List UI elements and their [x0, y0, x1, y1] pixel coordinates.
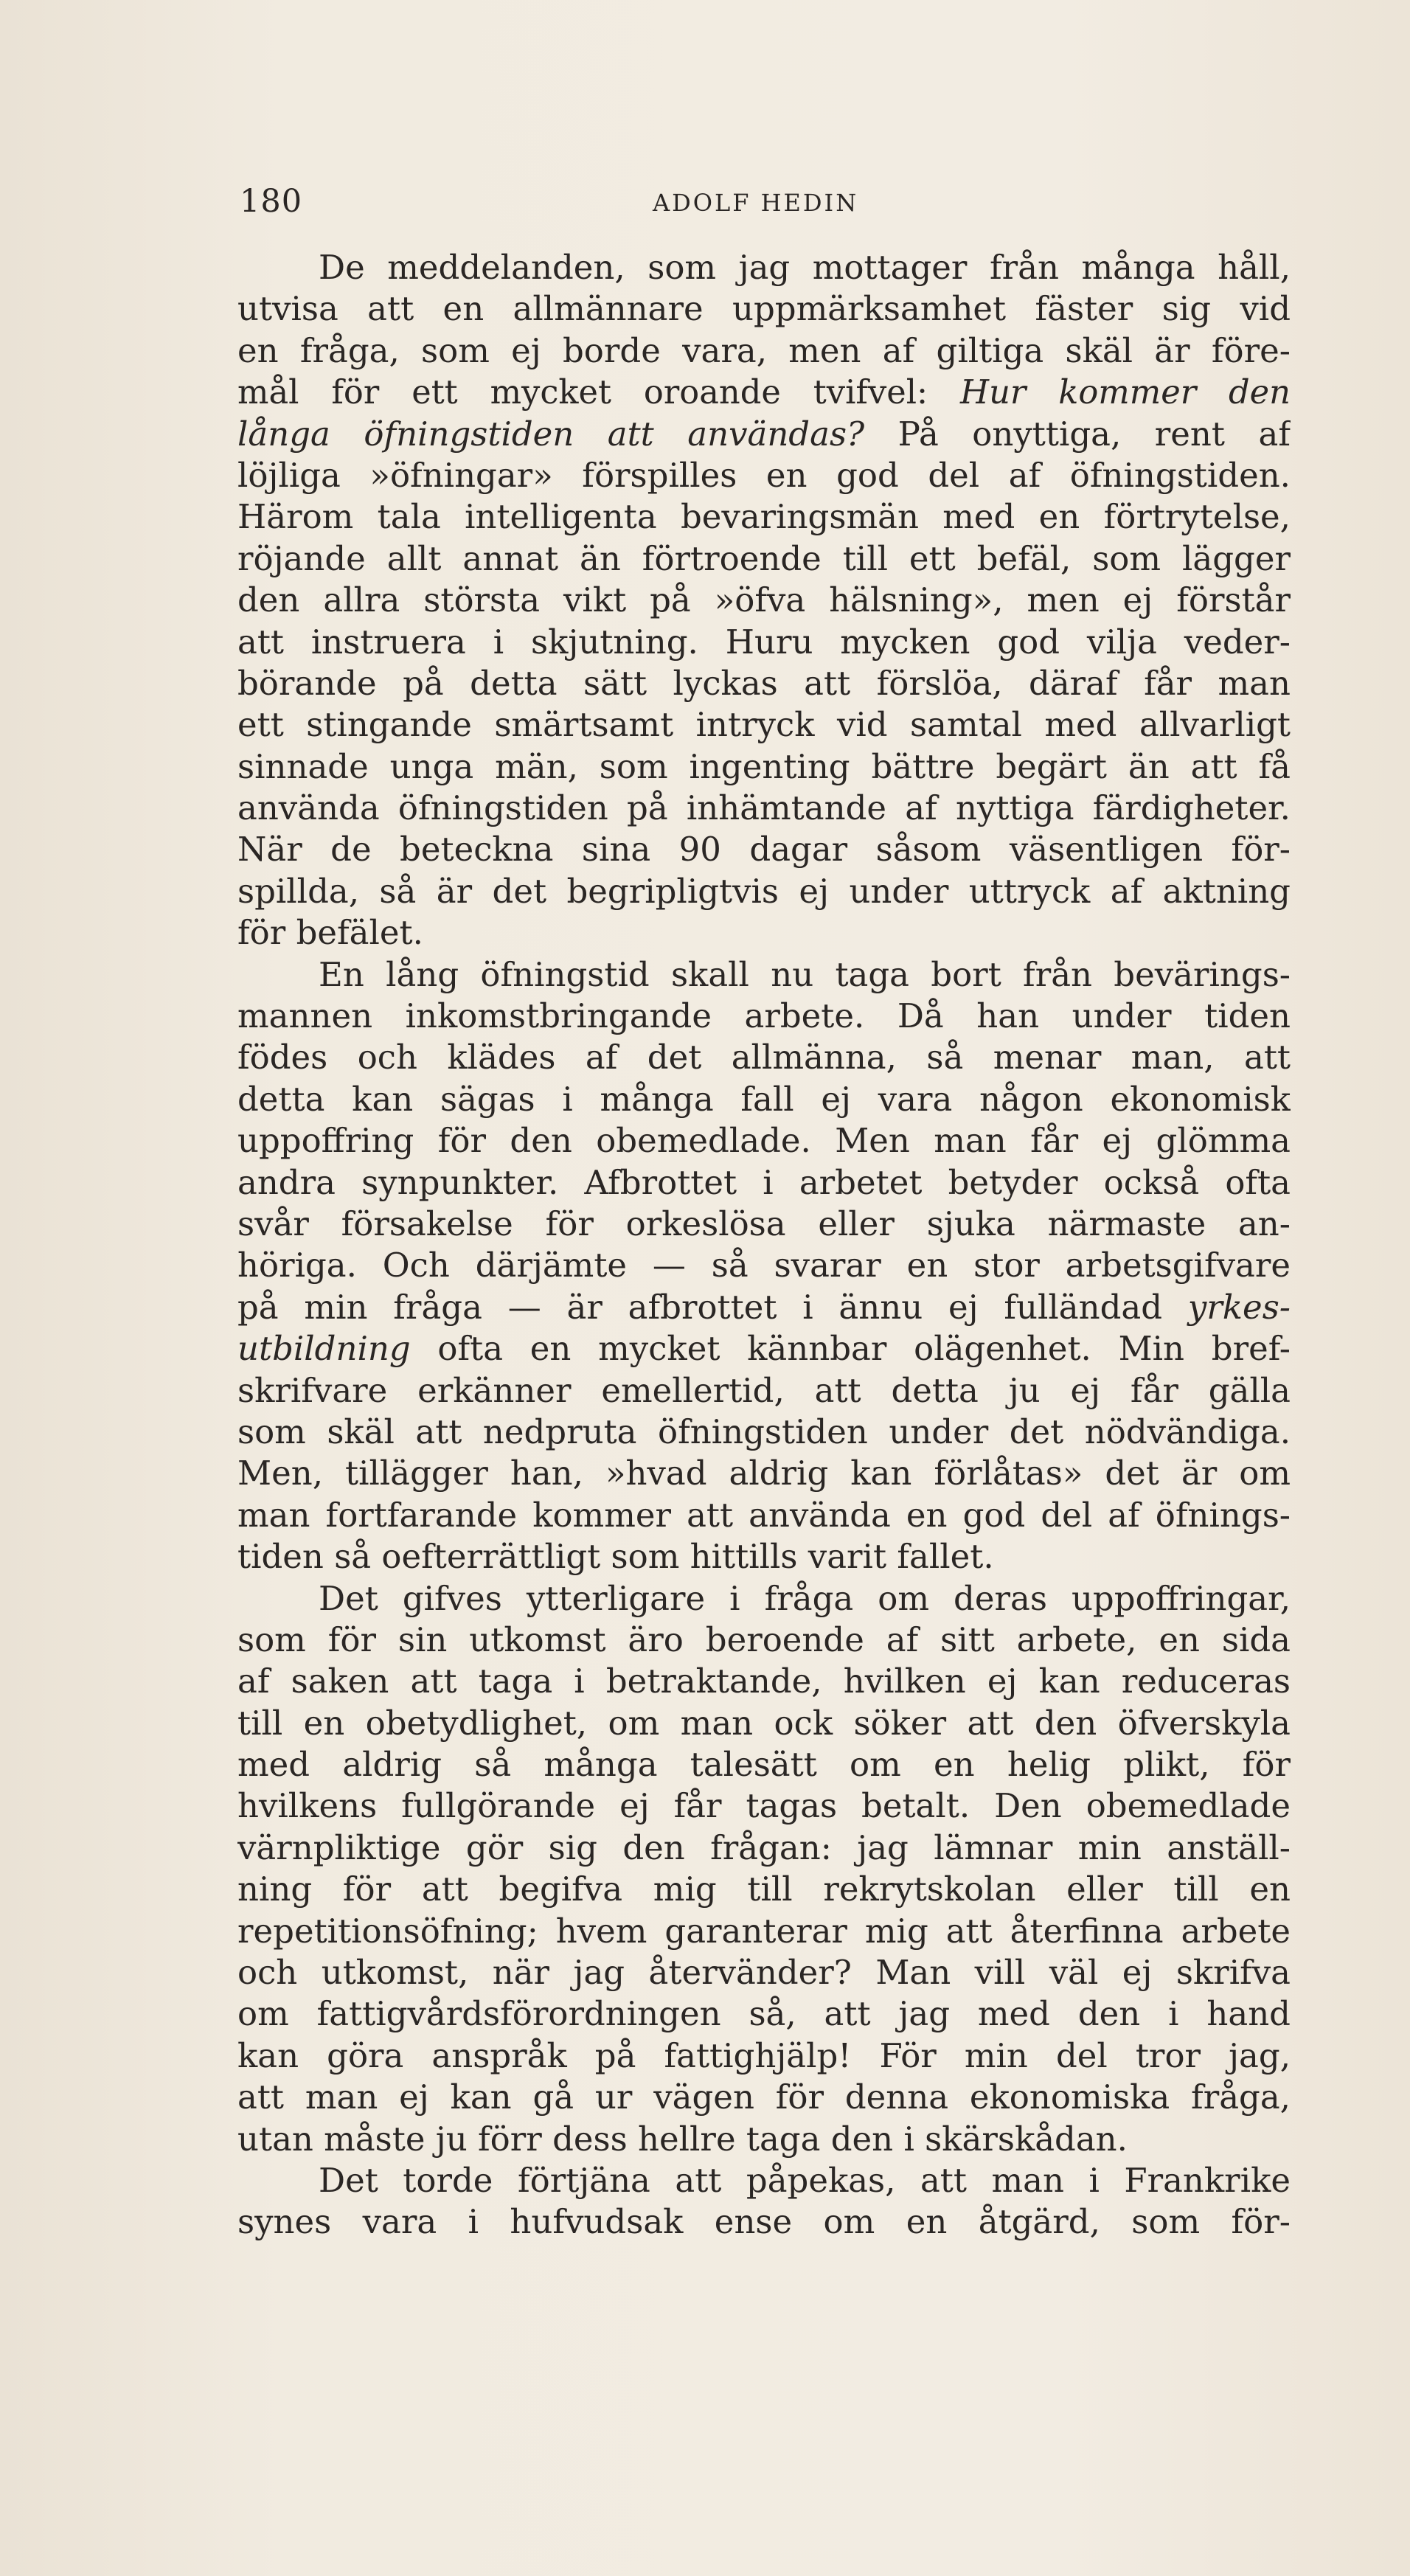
line-text: skrifvare erkänner emellertid, att detta ju ej får gälla: [237, 1370, 1291, 1410]
text-line: [237, 1744, 1291, 1785]
text-line: [237, 1911, 1291, 1952]
text-line: [237, 1952, 1291, 1993]
text-line: [237, 663, 1291, 704]
line-text: På onyttiga, rent af: [864, 414, 1291, 454]
text-line: [237, 1287, 1291, 1328]
text-line: [237, 1328, 1291, 1369]
text-line: [237, 1536, 1291, 1577]
line-text: De meddelanden, som jag mottager från många håll,: [319, 248, 1291, 287]
text-line: [237, 1827, 1291, 1869]
page-number: 180: [240, 183, 303, 220]
text-line: [237, 996, 1291, 1037]
line-text: börande på detta sätt lyckas att förslöa, däraf får man: [237, 663, 1291, 703]
line-text: höriga. Och därjämte — så svarar en stor arbetsgifvare: [237, 1246, 1291, 1285]
text-line: [237, 1120, 1291, 1162]
line-text: en fråga, som ej borde vara, men af giltiga skäl är före-: [237, 330, 1291, 370]
italic-text: yrkes-: [1187, 1287, 1291, 1327]
line-text: mål för ett mycket oroande tvifvel:: [237, 372, 961, 412]
text-line: [237, 2201, 1291, 2243]
line-text: uppoffring för den obemedlade. Men man får ej glömma: [237, 1121, 1291, 1161]
line-text: ett stingande smärtsamt intryck vid samtal med allvarligt: [237, 705, 1291, 745]
text-line: [237, 580, 1291, 621]
text-line: [237, 2119, 1291, 2160]
line-text: En lång öfningstid skall nu taga bort från bevärings-: [319, 954, 1291, 994]
line-text: man fortfarande kommer att använda en god del af öfnings-: [237, 1495, 1291, 1535]
text-line: [237, 2035, 1291, 2077]
text-line: [237, 1993, 1291, 2035]
page-header: [240, 183, 1287, 227]
line-text: att instruera i skjutning. Huru mycken god vilja veder-: [237, 622, 1291, 662]
line-text: på min fråga — är afbrottet i ännu ej fulländad: [237, 1287, 1188, 1327]
text-line: [237, 1785, 1291, 1827]
line-text: som skäl att nedpruta öfningstiden under det nödvändiga.: [237, 1412, 1291, 1451]
line-text: om fattigvårdsförordningen så, att jag med den i hand: [237, 1994, 1291, 2034]
line-text: och utkomst, när jag återvänder? Man vill väl ej skrifva: [237, 1953, 1291, 1993]
line-text: Det torde förtjäna att påpekas, att man i Frankrike: [319, 2160, 1291, 2200]
line-text: med aldrig så många talesätt om en helig plikt, för: [237, 1745, 1291, 1785]
text-line: [237, 247, 1291, 288]
text-line: [237, 1079, 1291, 1120]
line-text: kan göra anspråk på fattighjälp! För min del tror jag,: [237, 2035, 1291, 2075]
text-line: [237, 704, 1291, 746]
text-line: [237, 746, 1291, 788]
text-line: [237, 1578, 1291, 1619]
text-line: [237, 1245, 1291, 1286]
line-text: födes och klädes af det allmänna, så menar man, att: [237, 1038, 1291, 1077]
text-line: [237, 538, 1291, 580]
text-line: [237, 788, 1291, 829]
text-line: [237, 1204, 1291, 1245]
line-text: ning för att begifva mig till rekrytskolan eller till en: [237, 1869, 1291, 1909]
line-text: sinnade unga män, som ingenting bättre begärt än att få: [237, 746, 1291, 786]
text-line: [237, 330, 1291, 372]
line-text: Det gifves ytterligare i fråga om deras uppoffringar,: [319, 1578, 1291, 1618]
text-line: [237, 912, 1291, 954]
line-text: detta kan sägas i många fall ej vara någon ekonomisk: [237, 1079, 1291, 1119]
line-text: som för sin utkomst äro beroende af sitt arbete, en sida: [237, 1619, 1291, 1659]
italic-text: långa öfningstiden att användas?: [237, 414, 865, 454]
text-line: [237, 2077, 1291, 2118]
line-text: för befälet.: [237, 913, 423, 953]
line-text: att man ej kan gå ur vägen för denna ekonomiska fråga,: [237, 2077, 1291, 2117]
text-line: [237, 1037, 1291, 1078]
line-text: Men, tillägger han, »hvad aldrig kan förlåtas» det är om: [237, 1454, 1291, 1493]
italic-text: utbildning: [237, 1329, 411, 1369]
line-text: värnpliktige gör sig den frågan: jag lämnar min anställ-: [237, 1827, 1291, 1867]
text-line: [237, 1661, 1291, 1702]
line-text: utan måste ju förr dess hellre taga den i skärskådan.: [237, 2119, 1128, 2159]
line-text: den allra största vikt på »öfva hälsning», men ej förstår: [237, 580, 1291, 620]
line-text: repetitionsöfning; hvem garanterar mig att återfinna arbete: [237, 1911, 1291, 1951]
text-line: [237, 622, 1291, 663]
text-line: [237, 954, 1291, 996]
body-text: [237, 247, 1291, 2243]
text-line: [237, 829, 1291, 870]
italic-text: Hur kommer den: [960, 372, 1291, 412]
line-text: utvisa att en allmännare uppmärksamhet fäster sig vid: [237, 289, 1291, 329]
line-text: till en obetydlighet, om man ock söker att den öfverskyla: [237, 1703, 1291, 1743]
text-line: [237, 414, 1291, 455]
line-text: mannen inkomstbringande arbete. Då han under tiden: [237, 996, 1291, 1036]
line-text: af saken att taga i betraktande, hvilken ej kan reduceras: [237, 1662, 1291, 1701]
text-line: [237, 1619, 1291, 1661]
text-line: [237, 455, 1291, 496]
text-line: [237, 496, 1291, 538]
line-text: hvilkens fullgörande ej får tagas betalt. Den obemedlade: [237, 1786, 1291, 1826]
text-line: [237, 1412, 1291, 1453]
text-line: [237, 1162, 1291, 1204]
line-text: tiden så oefterrättligt som hittills varit fallet.: [237, 1537, 994, 1577]
text-line: [237, 288, 1291, 330]
line-text: När de beteckna sina 90 dagar såsom väsentligen för-: [237, 830, 1291, 869]
text-line: [237, 871, 1291, 912]
text-line: [237, 372, 1291, 413]
line-text: röjande allt annat än förtroende till ett befäl, som lägger: [237, 538, 1291, 578]
text-line: [237, 2160, 1291, 2201]
text-line: [237, 1453, 1291, 1494]
line-text: andra synpunkter. Afbrottet i arbetet betyder också ofta: [237, 1162, 1291, 1202]
line-text: spillda, så är det begripligtvis ej under uttryck af aktning: [237, 871, 1291, 911]
line-text: löjliga »öfningar» förspilles en god del af öfningstiden.: [237, 455, 1291, 495]
text-line: [237, 1703, 1291, 1744]
text-line: [237, 1869, 1291, 1910]
line-text: synes vara i hufvudsak ense om en åtgärd, som för-: [237, 2202, 1291, 2242]
line-text: Härom tala intelligenta bevaringsmän med en förtrytelse,: [237, 497, 1291, 537]
line-text: svår försakelse för orkeslösa eller sjuka närmaste an-: [237, 1204, 1291, 1243]
text-line: [237, 1370, 1291, 1412]
line-text: använda öfningstiden på inhämtande af nyttiga färdigheter.: [237, 788, 1291, 828]
text-line: [237, 1495, 1291, 1536]
line-text: ofta en mycket kännbar olägenhet. Min bref-: [410, 1329, 1291, 1369]
running-head: ADOLF HEDIN: [653, 189, 859, 217]
